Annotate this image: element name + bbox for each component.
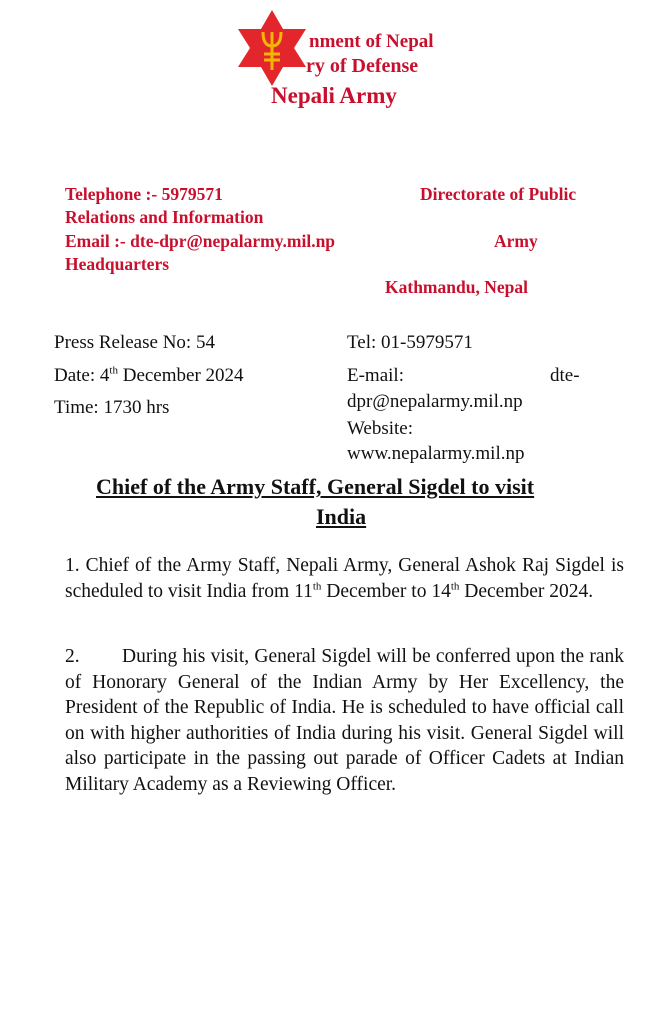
- title-line2: India: [316, 504, 367, 529]
- contact-headquarters: Headquarters: [65, 254, 170, 274]
- website-url[interactable]: www.nepalarmy.mil.np: [347, 443, 525, 464]
- contact-relations: Relations and Information: [65, 207, 264, 227]
- header-ministry: ry of Defense: [306, 55, 419, 77]
- email-address: dpr@nepalarmy.mil.np: [347, 391, 523, 412]
- release-date: Date: 4th December 2024: [54, 364, 244, 386]
- contact-telephone: Telephone :- 5979571: [65, 184, 223, 204]
- paragraph-2: 2. During his visit, General Sigdel will be conferred upon the rank of Honorary General of the Indian Army by Her Excellency, the President of the Republic of India. He is scheduled to have official call on with higher authorities of India during his visit. General Sigdel will also participate in the passing out parade of Officer Cadets at Indian Military Academy as a Reviewing Officer.: [65, 646, 629, 795]
- release-time: Time: 1730 hrs: [54, 397, 170, 418]
- contact-location: Kathmandu, Nepal: [385, 277, 528, 297]
- header-nepali-army: Nepali Army: [271, 83, 397, 108]
- contact-directorate: Directorate of Public: [420, 184, 577, 204]
- email-part1: dte-: [550, 365, 580, 386]
- tel: Tel: 01-5979571: [347, 332, 473, 353]
- press-release-number: Press Release No: 54: [54, 332, 215, 353]
- email-label: E-mail:: [347, 365, 404, 386]
- contact-army: Army: [494, 231, 538, 251]
- contact-email: Email :- dte-dpr@nepalarmy.mil.np: [65, 231, 336, 251]
- title-line1: Chief of the Army Staff, General Sigdel to visit: [96, 474, 535, 499]
- nepal-army-emblem-icon: [234, 10, 310, 86]
- paragraph-1: 1. Chief of the Army Staff, Nepali Army, General Ashok Raj Sigdel is scheduled to visit India from 11th December to 14th December 2024.: [65, 555, 624, 602]
- header-government: nment of Nepal: [309, 31, 434, 52]
- website-label: Website:: [347, 418, 414, 439]
